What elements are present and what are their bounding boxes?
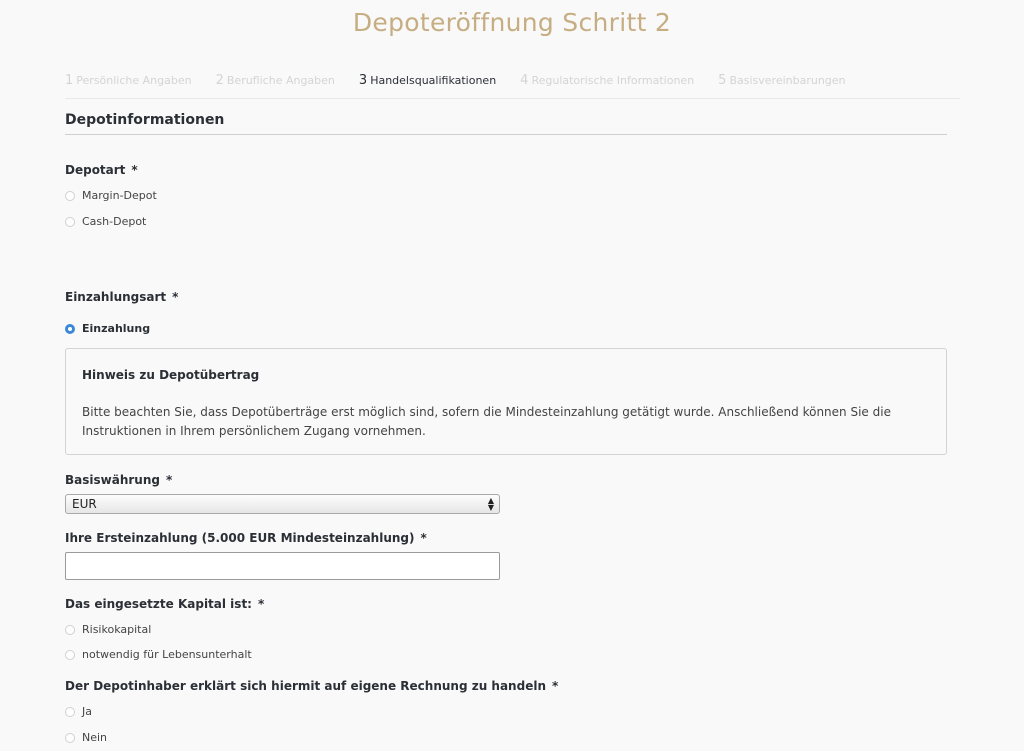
depotart-label bbox=[65, 163, 138, 177]
radio-ja[interactable] bbox=[65, 705, 92, 718]
step-number: 3 bbox=[358, 73, 368, 88]
radio-checked-icon[interactable] bbox=[65, 324, 75, 334]
step-number: 5 bbox=[718, 73, 727, 88]
basiswaehrung-label bbox=[65, 473, 172, 487]
step-label: Basisvereinbarungen bbox=[729, 74, 846, 87]
step-1[interactable] bbox=[65, 73, 192, 98]
notice-text: Bitte beachten Sie, dass Depotüberträge erst möglich sind, sofern die Mindesteinzahlung getätigt wurde. Anschließend können Sie die Instruktionen in Ihrem persönlichem Zugang vornehmen. bbox=[82, 405, 891, 438]
label-text: Depotart bbox=[65, 163, 126, 177]
radio-label: Einzahlung bbox=[82, 322, 151, 335]
radio-icon[interactable] bbox=[65, 733, 75, 743]
depotuebertrag-notice bbox=[65, 348, 947, 455]
label-text: Der Depotinhaber erklärt sich hiermit auf eigene Rechnung zu handeln bbox=[65, 679, 546, 693]
label-text: Das eingesetzte Kapital ist: bbox=[65, 597, 252, 611]
ersteinzahlung-label bbox=[65, 531, 427, 545]
radio-label: Risikokapital bbox=[82, 623, 152, 636]
radio-icon[interactable] bbox=[65, 707, 75, 717]
required-marker: * bbox=[172, 290, 179, 304]
radio-cash-depot[interactable] bbox=[65, 215, 146, 228]
radio-nein[interactable] bbox=[65, 731, 107, 744]
notice-title: Hinweis zu Depotübertrag bbox=[82, 368, 260, 382]
radio-einzahlung[interactable] bbox=[65, 322, 150, 335]
einzahlungsart-label bbox=[65, 290, 178, 304]
step-2[interactable] bbox=[216, 73, 335, 98]
page-title: Depoteröffnung Schritt 2 bbox=[352, 8, 672, 37]
currency-select[interactable] bbox=[65, 494, 500, 514]
step-5[interactable] bbox=[718, 73, 845, 98]
section-title: Depotinformationen bbox=[65, 112, 947, 135]
kapital-label bbox=[65, 597, 264, 611]
radio-icon[interactable] bbox=[65, 191, 75, 201]
select-arrows-icon: ▲ ▼ bbox=[487, 496, 494, 512]
required-marker: * bbox=[420, 531, 427, 545]
eigene-rechnung-label bbox=[65, 679, 558, 693]
step-label: Persönliche Angaben bbox=[76, 74, 192, 87]
required-marker: * bbox=[257, 597, 265, 611]
radio-icon[interactable] bbox=[65, 217, 75, 227]
step-number: 2 bbox=[215, 73, 224, 88]
radio-margin-depot[interactable] bbox=[65, 189, 157, 202]
step-label: Regulatorische Informationen bbox=[531, 74, 695, 87]
ersteinzahlung-input[interactable] bbox=[65, 552, 500, 580]
step-progress-nav bbox=[65, 73, 960, 99]
radio-label: notwendig für Lebensunterhalt bbox=[82, 648, 252, 661]
step-number: 4 bbox=[520, 73, 529, 88]
label-text: Basiswährung bbox=[65, 473, 160, 487]
radio-label: Margin-Depot bbox=[82, 189, 157, 202]
radio-lebensunterhalt[interactable] bbox=[65, 648, 252, 661]
radio-label: Cash-Depot bbox=[82, 215, 147, 228]
radio-icon[interactable] bbox=[65, 625, 75, 635]
step-label: Handelsqualifikationen bbox=[370, 74, 497, 87]
label-text: Einzahlungsart bbox=[65, 290, 167, 304]
required-marker: * bbox=[165, 473, 173, 487]
step-label: Berufliche Angaben bbox=[226, 74, 335, 87]
radio-icon[interactable] bbox=[65, 650, 75, 660]
selected-value: EUR bbox=[72, 497, 97, 511]
radio-risikokapital[interactable] bbox=[65, 623, 151, 636]
step-number: 1 bbox=[65, 73, 74, 88]
step-4[interactable] bbox=[520, 73, 694, 98]
radio-label: Nein bbox=[82, 731, 108, 744]
label-text: Ihre Ersteinzahlung (5.000 EUR Mindesteinzahlung) bbox=[65, 531, 415, 545]
step-3-active[interactable] bbox=[359, 73, 496, 98]
required-marker: * bbox=[551, 679, 559, 693]
radio-label: Ja bbox=[82, 705, 92, 718]
required-marker: * bbox=[131, 163, 138, 177]
